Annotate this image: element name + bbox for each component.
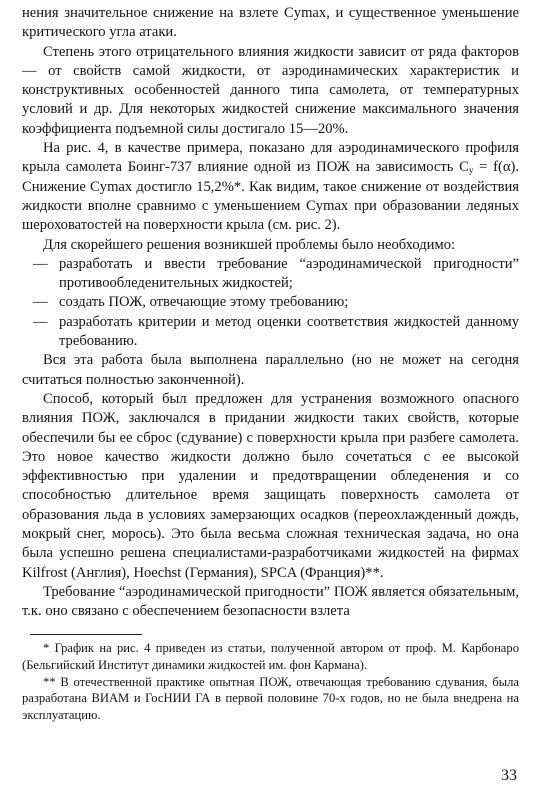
list-item [22,293,519,312]
footnote-divider [30,634,142,635]
footnote-1: * График на рис. 4 приведен из статьи, полученной автором от проф. М. Карбонаро (Бельгийский Институт динамики жидкостей им. фон Кармана). [22,641,519,672]
footnote-2: ** В отечественной практике опытная ПОЖ, отвечающая требованию сдувания, была разработана ВИАМ и ГосНИИ ГА в первой половине 70-х годов, но не была внедрена на эксплуатацию. [22,674,519,723]
paragraph-3-before: На рис. 4, в качестве примера, показано для аэродинамического профиля крыла самолета Боинг-737 влияние одной из ПОЖ на зависимость C [22,140,519,176]
page-number: 33 [501,767,517,784]
paragraph-3 [22,139,519,235]
paragraph-1: нения значительное снижение на взлете Cymax, и существенное уменьшение критического угла атаки. [22,5,519,41]
list-dash: — [33,255,48,272]
list-dash: — [33,313,48,330]
list-item-text: разработать критерии и метод оценки соответствия жидкостей данному требованию. [59,313,519,350]
list-item [22,313,519,352]
paragraph-6: Способ, который был предложен для устранения возможного опасного влияния ПОЖ, заключался в придании жидкости таких свойств, которые обеспечили бы ее сброс (сдувание) с поверхности крыла при разбеге самолета. Это новое качество жидкости должно было сочетаться с ее высокой эффективностью при удалении и предотвращении обледенения и со способностью длительное время защищать поверхность самолета от образования льда в условиях замерзающих осадков (переохлажденный дождь, мокрый снег, морось). Это была весьма сложная техническая задача, но она была успешно решена специалистами-разработчиками жидкостей на фирмах Kilfrost (Англия), Hoechst (Германия), SPCA (Франция)**. [22,390,519,581]
list-dash: — [33,294,48,311]
list-item-text: разработать и ввести требование “аэродинамической пригодности” противообледенительных жидкостей; [59,255,519,292]
paragraph-7: Требование “аэродинамической пригодности” ПОЖ является обязательным, т.к. оно связано с обеспечением безопасности взлета [22,583,519,620]
paragraph-5: Вся эта работа была выполнена параллельно (но не может на сегодня считаться полностью законченной). [22,352,519,388]
paragraph-4: Для скорейшего решения возникшей проблемы было необходимо: [43,236,456,253]
paragraph-3-after: ). Снижение Cymax достигло 15,2%*. Как видим, такое снижение от воздействия жидкости вполне сравнимо с уменьшением Cymax при образовании ледяных шероховатостей на поверхности крыла (см. рис. 2). [22,159,519,234]
paragraph-2: Степень этого отрицательного влияния жидкости зависит от ряда факторов — от свойств самой жидкости, от аэродинамических характеристик и конструктивных особенностей данного типа самолета, от температурных условий и др. Для некоторых жидкостей снижение максимального значения коэффициента подъемной силы достигало 15—20%. [22,43,519,137]
paragraph-3-middle: = f(α [473,159,511,176]
page-body [22,4,519,622]
requirements-list [22,255,519,351]
subscript-y: y [468,165,474,176]
list-item [22,255,519,294]
list-item-text: создать ПОЖ, отвечающие этому требованию; [59,294,349,311]
footnotes [22,640,519,724]
